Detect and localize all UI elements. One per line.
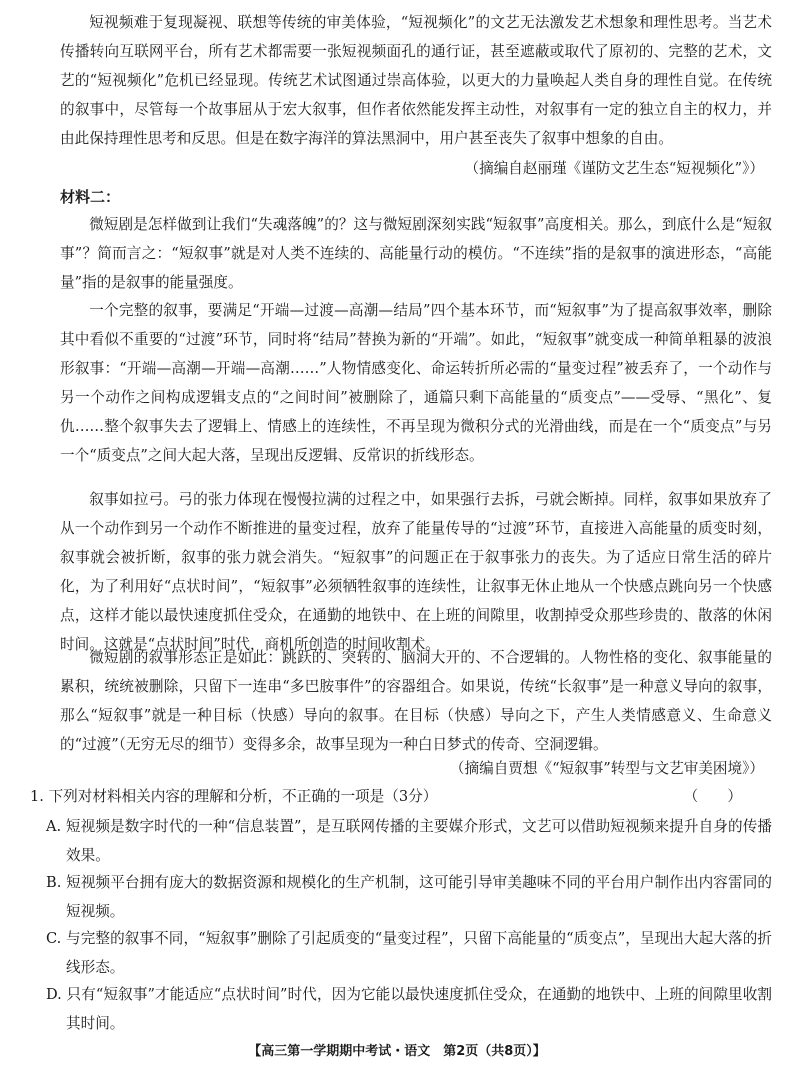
material2-paragraph-4: 微短剧的叙事形态正是如此：跳跃的、突转的、脑洞大开的、不合逻辑的。人物性格的变化、叙事能量的累积，统统被删除，只留下一连串“多巴胺事件”的容器组合。如果说，传统“长叙事”是一种意义导向的叙事，那么“短叙事”就是一种目标（快感）导向的叙事。在目标（快感）导向之下，产生人类情感意义、生命意义的“过渡”（无穷无尽的细节）变得多余，故事呈现为一种白日梦式的传奇、空洞逻辑。: [60, 649, 772, 753]
option-d: D. 只有“短叙事”才能适应“点状时间”时代，因为它能以最快速度抓住受众，在通勤的地铁中、上班的间隙里收割其时间。: [46, 986, 772, 1032]
material2-paragraph-1: 微短剧是怎样做到让我们“失魂落魄”的？这与微短剧深刻实践“短叙事”高度相关。那么，到底什么是“短叙事”？简而言之：“短叙事”就是对人类不连续的、高能量行动的模仿。“不连续”指的是叙事的演进形态，“高能量”指的是叙事的能量强度。: [60, 216, 772, 291]
page-footer: 【高三第一学期期中考试・语文 第2页（共8页）】: [248, 1044, 546, 1059]
option-b: B. 短视频平台拥有庞大的数据资源和规模化的生产机制，这可能引导审美趣味不同的平台用户制作出内容雷同的短视频。: [46, 874, 772, 920]
material2-heading: 材料二：: [60, 188, 121, 206]
option-c: C. 与完整的叙事不同，“短叙事”删除了引起质变的“量变过程”，只留下高能量的“质变点”，呈现出大起大落的折线形态。: [46, 930, 772, 976]
answer-blank: （ ）: [683, 788, 742, 805]
material1-source: （摘编自赵丽瑾《谨防文艺生态“短视频化”》）: [464, 160, 764, 177]
option-a: A. 短视频是数字时代的一种“信息装置”，是互联网传播的主要媒介形式，文艺可以借助短视频来提升自身的传播效果。: [46, 818, 772, 864]
material2-paragraph-3: 叙事如拉弓。弓的张力体现在慢慢拉满的过程之中，如果强行去拆，弓就会断掉。同样，叙事如果放弃了从一个动作到另一个动作不断推进的量变过程，放弃了能量传导的“过渡”环节，直接进入高能量的质变时刻，叙事就会被折断，叙事的张力就会消失。“短叙事”的问题正在于叙事张力的丧失。为了适应日常生活的碎片化，为了利用好“点状时间”，“短叙事”必须牺牲叙事的连续性，让叙事无休止地从一个快感点跳向另一个快感点，这样才能以最快速度抓住受众，在通勤的地铁中、在上班的间隙里，收割掉受众那些珍贵的、散落的休闲时间。这就是“点状时间”时代，商机所创造的时间收割术。: [60, 491, 772, 653]
question-1-text: 1. 下列对材料相关内容的理解和分析，不正确的一项是（3分）: [30, 788, 438, 805]
question-1-stem: [30, 782, 772, 811]
material2-paragraph-2: 一个完整的叙事，要满足“开端—过渡—高潮—结局”四个基本环节，而“短叙事”为了提高叙事效率，删除其中看似不重要的“过渡”环节，同时将“结局”替换为新的“开端”。如此，“短叙事”就变成一种简单粗暴的波浪形叙事：“开端—高潮—开端—高潮……”人物情感变化、命运转折所必需的“量变过程”被丢弃了，一个动作与另一个动作之间构成逻辑支点的“之间时间”被删除了，通篇只剩下高能量的“质变点”——受辱、“黑化”、复仇……整个叙事失去了逻辑上、情感上的连续性，不再呈现为微积分式的光滑曲线，而是在一个“质变点”与另一个“质变点”之间大起大落，呈现出反逻辑、反常识的折线形态。: [60, 302, 772, 464]
material2-source: （摘编自贾想《“短叙事”转型与文艺审美困境》）: [449, 760, 764, 777]
material1-paragraph: 短视频难于复现凝视、联想等传统的审美体验，“短视频化”的文艺无法激发艺术想象和理性思考。当艺术传播转向互联网平台，所有艺术都需要一张短视频面孔的通行证，甚至遮蔽或取代了原初的、完整的艺术，文艺的“短视频化”危机已经显现。传统艺术试图通过崇高体验，以更大的力量唤起人类自身的理性自觉。在传统的叙事中，尽管每一个故事屈从于宏大叙事，但作者依然能发挥主动性，对叙事有一定的独立自主的权力，并由此保持理性思考和反思。但是在数字海洋的算法黑洞中，用户甚至丧失了叙事中想象的自由。: [60, 14, 772, 147]
